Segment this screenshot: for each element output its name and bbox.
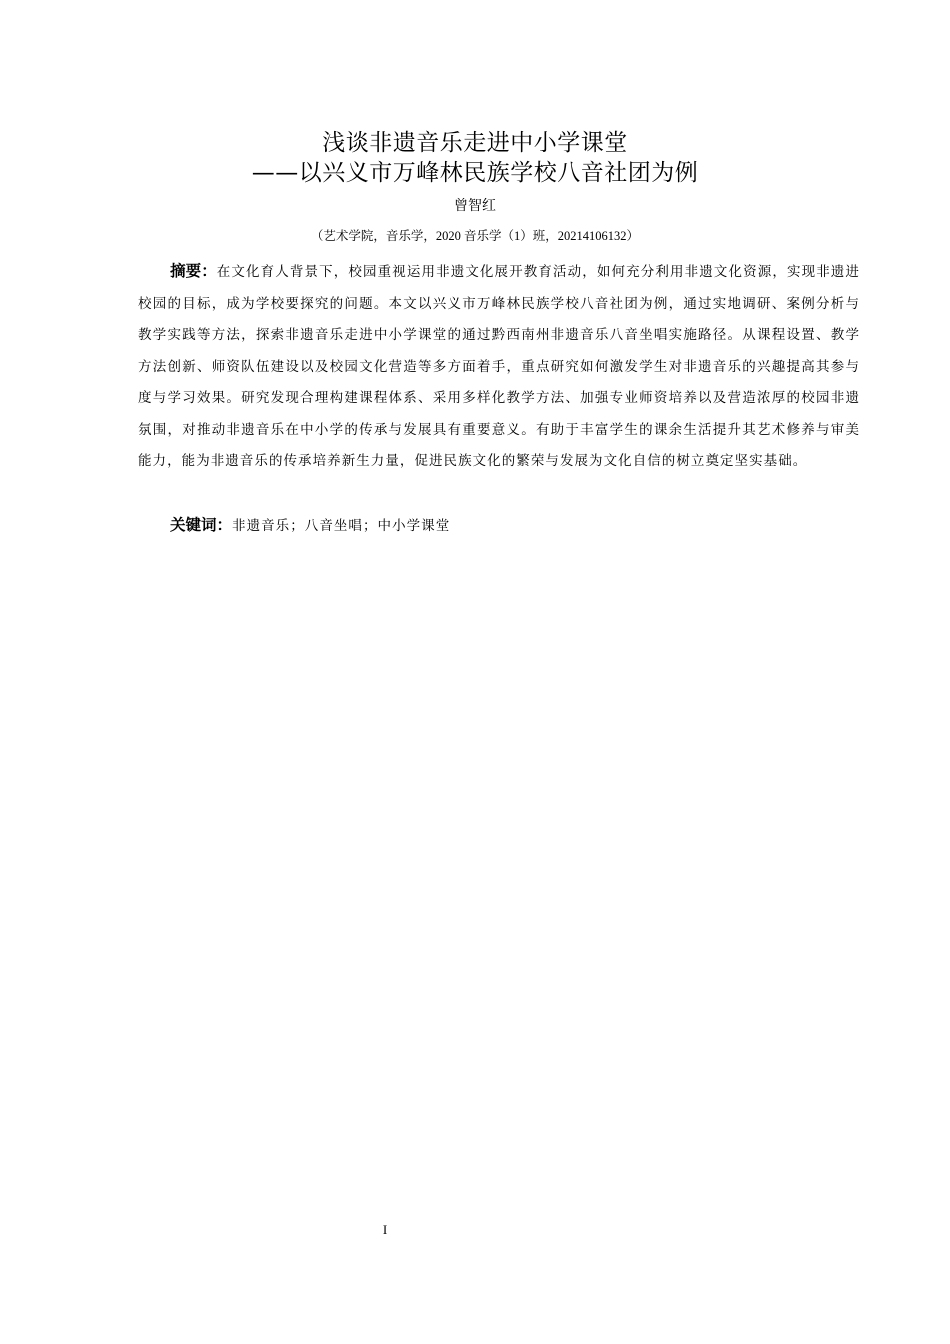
- author-affiliation: （艺术学院，音乐学，2020 音乐学（1）班，20214106132）: [310, 229, 640, 243]
- keywords-label: 关键词：: [170, 516, 233, 534]
- title-line-1: 浅谈非遗音乐走进中小学课堂: [322, 130, 628, 156]
- abstract-paragraph: [138, 256, 860, 478]
- page-number: I: [382, 1222, 388, 1237]
- keywords-text: 非遗音乐；八音坐唱；中小学课堂: [232, 518, 451, 534]
- author-name: 曾智红: [454, 198, 496, 214]
- abstract-label: 摘要：: [170, 262, 217, 280]
- abstract-text: 在文化育人背景下，校园重视运用非遗文化展开教育活动，如何充分利用非遗文化资源，实现非遗进校园的目标，成为学校要探究的问题。本文以兴义市万峰林民族学校八音社团为例，通过实地调研、案例分析与教学实践等方法，探索非遗音乐走进中小学课堂的通过黔西南州非遗音乐八音坐唱实施路径。从课程设置、教学方法创新、师资队伍建设以及校园文化营造等多方面着手，重点研究如何激发学生对非遗音乐的兴趣提高其参与度与学习效果。研究发现合理构建课程体系、采用多样化教学方法、加强专业师资培养以及营造浓厚的校园非遗氛围，对推动非遗音乐在中小学的传承与发展具有重要意义。有助于丰富学生的课余生活提升其艺术修养与审美能力，能为非遗音乐的传承培养新生力量，促进民族文化的繁荣与发展为文化自信的树立奠定坚实基础。: [138, 264, 860, 469]
- keywords-paragraph: [138, 510, 860, 543]
- title-line-2: ——以兴义市万峰林民族学校八音社团为例: [251, 160, 699, 186]
